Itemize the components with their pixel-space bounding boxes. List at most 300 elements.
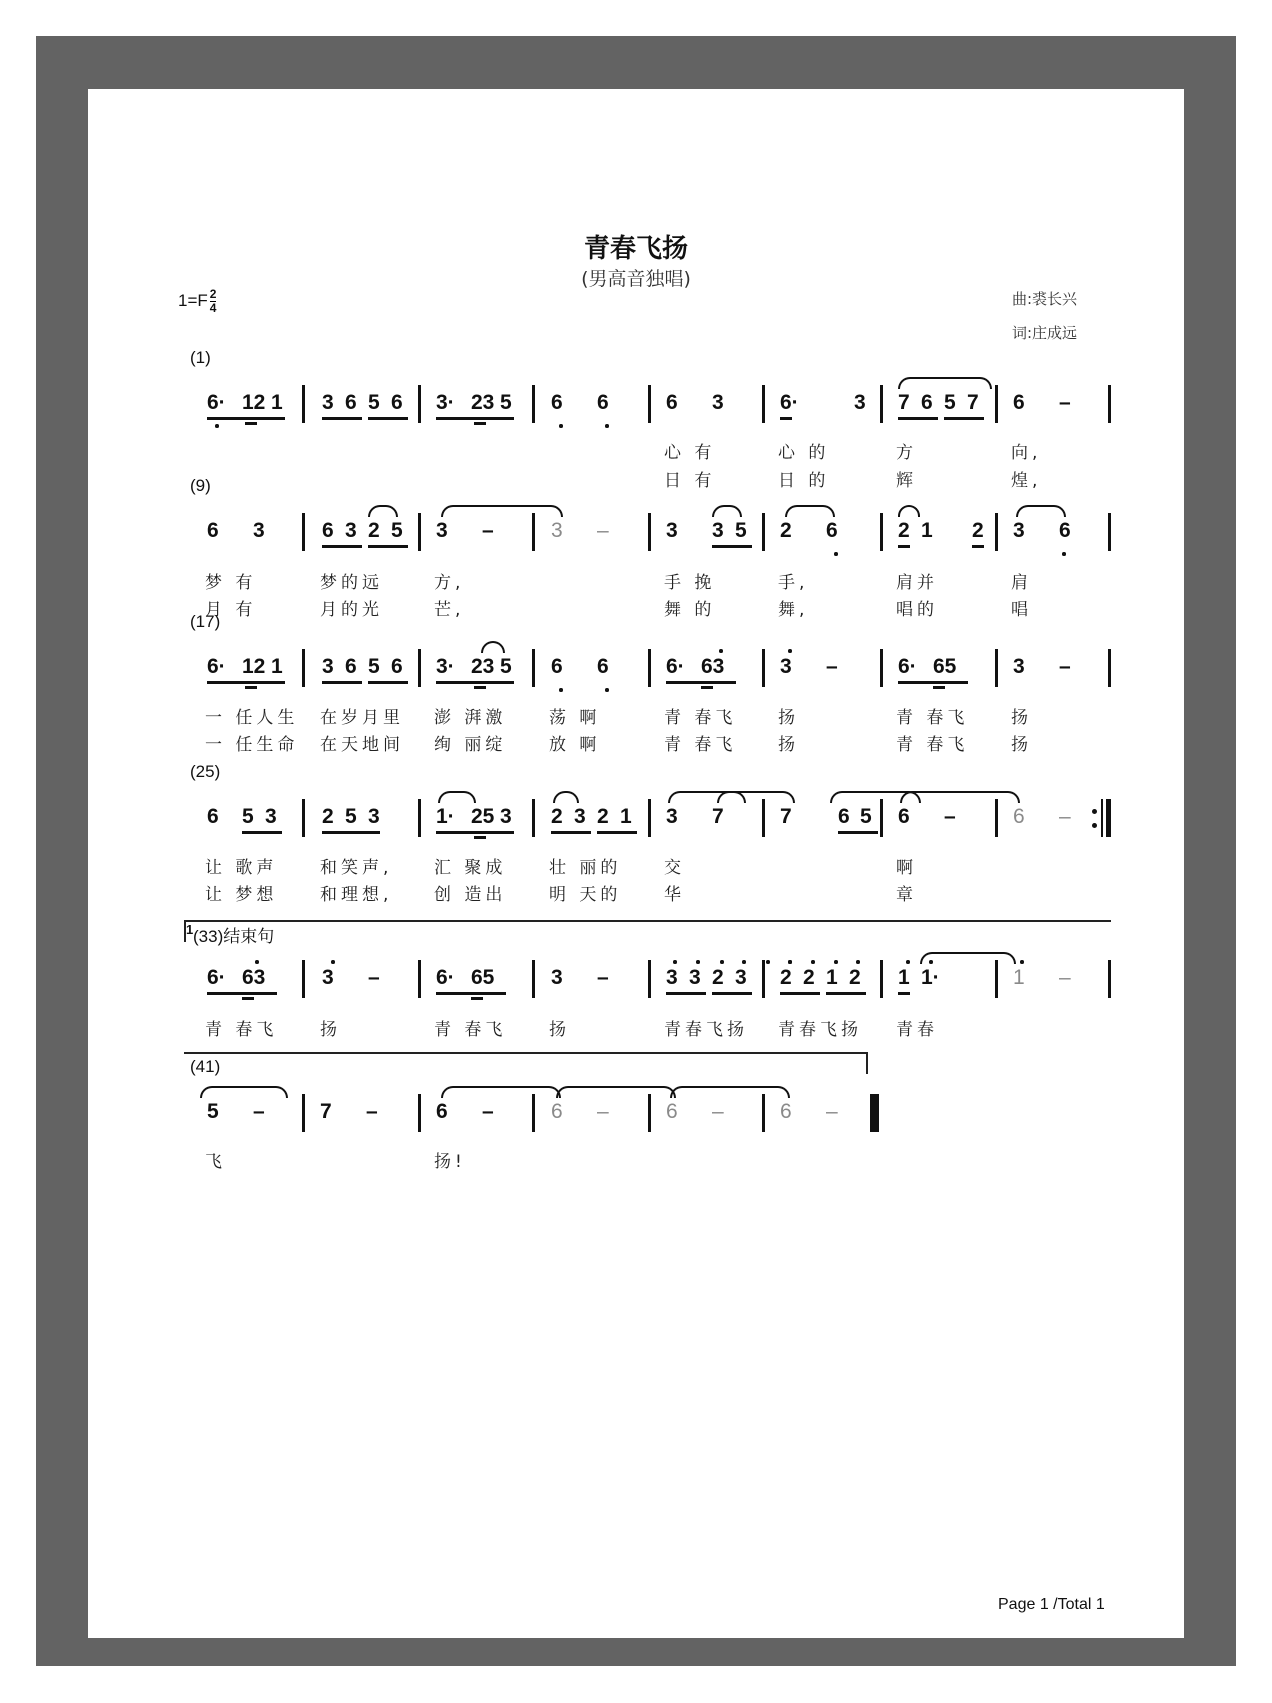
octave-dot-high [788, 960, 792, 964]
jianpu-note: 5 [944, 391, 956, 414]
jianpu-note: 63 [242, 966, 266, 989]
beam-underline [712, 992, 752, 995]
slur-tie [1016, 505, 1066, 517]
barline [995, 385, 998, 423]
jianpu-note: 1 [1013, 966, 1025, 989]
jianpu-note: 5 [735, 519, 747, 542]
lyric-verse-1: 让 歌声 [205, 858, 278, 878]
beam-underline [666, 681, 736, 684]
page-indicator: Page 1 /Total 1 [998, 1596, 1105, 1613]
lyric-verse-2: 辉 [896, 471, 917, 491]
jianpu-note: 3 [500, 805, 512, 828]
jianpu-note: – [712, 1100, 724, 1123]
beam-underline [436, 417, 514, 420]
octave-dot-high [766, 960, 770, 964]
jianpu-note: 6 [551, 1100, 563, 1123]
jianpu-note: 6 [207, 519, 219, 542]
composer-credit: 曲:裘长兴 [1012, 290, 1078, 308]
beam-underline [666, 992, 706, 995]
barline [648, 649, 651, 687]
slur-tie [785, 505, 835, 517]
beam-underline [207, 417, 285, 420]
octave-dot-high [856, 960, 860, 964]
beam-underline [368, 545, 408, 548]
barline [1108, 513, 1111, 551]
jianpu-note: 2 [898, 519, 910, 542]
jianpu-note: – [366, 1100, 378, 1123]
barline [762, 960, 765, 998]
slur-tie [441, 505, 563, 517]
jianpu-note: 3 [265, 805, 277, 828]
jianpu-note: 1 [271, 391, 283, 414]
lyric-verse-2: 创 造出 [434, 885, 507, 905]
section-label: (33)结束句 [193, 927, 275, 946]
barline [532, 385, 535, 423]
lyric-verse-2: 在天地间 [320, 735, 404, 755]
jianpu-note: 6 [1013, 391, 1025, 414]
jianpu-note: 6 [826, 519, 838, 542]
barline [648, 799, 651, 837]
beam-underline [322, 831, 380, 834]
jianpu-note: – [368, 966, 380, 989]
beam-underline [207, 681, 285, 684]
jianpu-note: 23 [471, 655, 495, 678]
slur-tie [920, 952, 1016, 964]
slur-tie [200, 1086, 288, 1098]
lyric-verse-1: 澎 湃激 [434, 708, 507, 728]
jianpu-note: 3 [666, 805, 678, 828]
lyric-verse-1: 和笑声, [320, 858, 393, 878]
jianpu-note: 5 [242, 805, 254, 828]
octave-dot-high [811, 960, 815, 964]
beam-underline [780, 992, 820, 995]
beam-underline [471, 997, 483, 1000]
beam-underline [436, 681, 514, 684]
beam-underline [474, 686, 486, 689]
jianpu-note: 5 [500, 655, 512, 678]
lyric-verse-2: 章 [896, 885, 917, 905]
jianpu-note: 5 [368, 391, 380, 414]
barline [648, 1094, 651, 1132]
section-label: (9) [190, 476, 211, 495]
jianpu-note: 1· [436, 805, 455, 828]
time-numerator: 2 [209, 287, 217, 301]
time-denominator: 4 [209, 301, 217, 315]
lyric-verse-2: 舞, [778, 600, 809, 620]
lyric-verse-1: 扬 [778, 708, 799, 728]
barline [532, 649, 535, 687]
jianpu-note: – [1059, 391, 1071, 414]
jianpu-note: 1 [271, 655, 283, 678]
jianpu-note: – [482, 1100, 494, 1123]
lyric-verse-1: 心 有 [664, 443, 716, 463]
lyric-verse-2: 日 的 [778, 471, 830, 491]
lyric-verse-1: 飞 [205, 1152, 226, 1172]
lyric-verse-1: 扬! [434, 1152, 466, 1172]
jianpu-note: 3· [436, 655, 455, 678]
jianpu-note: 2 [597, 805, 609, 828]
jianpu-note: 2 [780, 519, 792, 542]
jianpu-note: 6· [780, 391, 799, 414]
lyric-verse-1: 青 春飞 [205, 1020, 278, 1040]
jianpu-note: 3 [1013, 655, 1025, 678]
barline [648, 960, 651, 998]
lyric-verse-1: 肩并 [896, 573, 938, 593]
section-label: (41) [190, 1057, 221, 1076]
slur-tie [898, 377, 992, 389]
lyric-verse-1: 青 春飞 [896, 708, 969, 728]
octave-dot-low [1062, 552, 1066, 556]
jianpu-note: 6 [597, 655, 609, 678]
beam-underline [898, 681, 968, 684]
beam-underline [898, 992, 910, 995]
jianpu-note: 6 [322, 519, 334, 542]
slur-tie [441, 1086, 561, 1098]
jianpu-note: 3 [574, 805, 586, 828]
jianpu-note: 65 [471, 966, 495, 989]
jianpu-note: 5 [860, 805, 872, 828]
section-label: (25) [190, 762, 221, 781]
jianpu-note: – [253, 1100, 265, 1123]
jianpu-note: 3 [666, 966, 678, 989]
jianpu-note: – [1059, 966, 1071, 989]
octave-dot-high [255, 960, 259, 964]
jianpu-note: 6 [207, 805, 219, 828]
jianpu-note: 6 [666, 391, 678, 414]
barline [880, 513, 883, 551]
beam-underline [368, 417, 408, 420]
jianpu-note: 2 [368, 519, 380, 542]
jianpu-note: 12 [242, 391, 266, 414]
octave-dot-low [834, 552, 838, 556]
lyric-verse-1: 青春飞扬 [778, 1020, 862, 1040]
lyric-verse-2: 扬 [1011, 735, 1032, 755]
section-label: (17) [190, 612, 221, 631]
lyric-verse-2: 绚 丽绽 [434, 735, 507, 755]
lyric-verse-1: 向, [1011, 443, 1042, 463]
jianpu-note: 3 [780, 655, 792, 678]
repeat-end-sign [1092, 799, 1114, 839]
lyric-verse-2: 让 梦想 [205, 885, 278, 905]
barline [302, 385, 305, 423]
song-title: 青春飞扬 [583, 234, 688, 264]
barline [302, 799, 305, 837]
jianpu-note: 6 [551, 391, 563, 414]
barline [418, 513, 421, 551]
octave-dot-high [742, 960, 746, 964]
octave-dot-low [559, 688, 563, 692]
lyric-verse-1: 手, [778, 573, 809, 593]
jianpu-note: – [826, 1100, 838, 1123]
jianpu-note: 6 [1013, 805, 1025, 828]
barline [532, 799, 535, 837]
lyric-verse-1: 交 [664, 858, 685, 878]
jianpu-note: 6· [207, 655, 226, 678]
octave-dot-low [605, 688, 609, 692]
lyricist-credit: 词:庄成远 [1012, 324, 1078, 342]
jianpu-note: 6 [345, 655, 357, 678]
slur-tie [712, 505, 742, 517]
lyric-verse-2: 青 春飞 [896, 735, 969, 755]
beam-underline [712, 545, 752, 548]
beam-underline [701, 686, 713, 689]
barline [762, 649, 765, 687]
key-signature [178, 288, 216, 315]
octave-dot-high [696, 960, 700, 964]
jianpu-note: 3 [345, 519, 357, 542]
octave-dot-high [906, 960, 910, 964]
barline [1108, 385, 1111, 423]
final-barline [870, 1094, 882, 1134]
beam-underline [368, 681, 408, 684]
barline [302, 649, 305, 687]
beam-underline [436, 992, 506, 995]
volta-number: 1 [186, 922, 194, 937]
jianpu-note: 7 [898, 391, 910, 414]
jianpu-note: 3 [712, 519, 724, 542]
lyric-verse-1: 青 春飞 [664, 708, 737, 728]
barline [1108, 649, 1111, 687]
jianpu-note: 5 [391, 519, 403, 542]
barline [880, 960, 883, 998]
lyric-verse-2: 唱 [1011, 600, 1032, 620]
lyric-verse-1: 手 挽 [664, 573, 716, 593]
slur-tie [556, 1086, 676, 1098]
barline [648, 513, 651, 551]
jianpu-note: 3 [712, 391, 724, 414]
jianpu-note: 3 [1013, 519, 1025, 542]
beam-underline [242, 831, 282, 834]
octave-dot-low [605, 424, 609, 428]
jianpu-note: 25 [471, 805, 495, 828]
lyric-verse-2: 舞 的 [664, 600, 716, 620]
beam-underline [245, 686, 257, 689]
barline [995, 960, 998, 998]
jianpu-note: – [1059, 655, 1071, 678]
octave-dot-high [1020, 960, 1024, 964]
barline [762, 385, 765, 423]
jianpu-note: 3 [368, 805, 380, 828]
barline [532, 960, 535, 998]
lyric-verse-2: 一 任生命 [205, 735, 299, 755]
beam-underline [972, 545, 984, 548]
beam-underline [933, 686, 945, 689]
jianpu-note: – [944, 805, 956, 828]
octave-dot-high [719, 649, 723, 653]
slur-tie [717, 791, 795, 803]
jianpu-note: 6 [1059, 519, 1071, 542]
jianpu-note: 65 [933, 655, 957, 678]
jianpu-note: 3 [322, 966, 334, 989]
jianpu-note: 1 [826, 966, 838, 989]
jianpu-note: 3 [436, 519, 448, 542]
jianpu-note: 6· [207, 966, 226, 989]
barline [532, 1094, 535, 1132]
jianpu-note: 2 [712, 966, 724, 989]
jianpu-note: 6 [666, 1100, 678, 1123]
lyric-verse-1: 壮 丽的 [549, 858, 622, 878]
jianpu-note: 6 [391, 391, 403, 414]
jianpu-note: 3 [322, 655, 334, 678]
jianpu-note: 3 [322, 391, 334, 414]
jianpu-note: 1 [898, 966, 910, 989]
jianpu-note: – [597, 519, 609, 542]
jianpu-note: – [597, 966, 609, 989]
jianpu-note: 1· [921, 966, 940, 989]
lyric-verse-2: 华 [664, 885, 685, 905]
barline [995, 799, 998, 837]
barline [418, 960, 421, 998]
jianpu-note: 3 [854, 391, 866, 414]
lyric-verse-1: 荡 啊 [549, 708, 601, 728]
lyric-verse-1: 青 春飞 [434, 1020, 507, 1040]
lyric-verse-1: 肩 [1011, 573, 1032, 593]
octave-dot-high [834, 960, 838, 964]
jianpu-note: 2 [972, 519, 984, 542]
lyric-verse-1: 扬 [320, 1020, 341, 1040]
jianpu-note: 3 [253, 519, 265, 542]
jianpu-note: 6 [898, 805, 910, 828]
lyric-verse-2: 放 啊 [549, 735, 601, 755]
jianpu-note: 6 [436, 1100, 448, 1123]
lyric-verse-1: 扬 [549, 1020, 570, 1040]
lyric-verse-2: 煌, [1011, 471, 1042, 491]
jianpu-note: 3 [551, 966, 563, 989]
slur-tie [670, 1086, 790, 1098]
lyric-verse-2: 青 春飞 [664, 735, 737, 755]
barline [880, 799, 883, 837]
octave-dot-high [673, 960, 677, 964]
jianpu-note: 7 [967, 391, 979, 414]
barline [995, 649, 998, 687]
beam-underline [322, 681, 362, 684]
jianpu-note: 2 [322, 805, 334, 828]
lyric-verse-2: 扬 [778, 735, 799, 755]
beam-underline [597, 831, 637, 834]
jianpu-note: – [597, 1100, 609, 1123]
beam-underline [838, 831, 878, 834]
slur-tie [368, 505, 398, 517]
jianpu-note: 6 [780, 1100, 792, 1123]
barline [648, 385, 651, 423]
lyric-verse-1: 方, [434, 573, 465, 593]
time-signature [210, 288, 217, 315]
barline [302, 960, 305, 998]
ending-bracket-top [184, 1052, 867, 1054]
jianpu-note: 7 [780, 805, 792, 828]
jianpu-note: 7 [320, 1100, 332, 1123]
lyric-verse-1: 青春飞扬 [664, 1020, 748, 1040]
slur-tie [438, 791, 476, 803]
lyric-verse-2: 芒, [434, 600, 465, 620]
octave-dot-low [215, 424, 219, 428]
barline [762, 799, 765, 837]
barline [418, 799, 421, 837]
barline [302, 513, 305, 551]
jianpu-note: 2 [803, 966, 815, 989]
jianpu-note: 3 [551, 519, 563, 542]
jianpu-note: – [826, 655, 838, 678]
octave-dot-low [559, 424, 563, 428]
jianpu-note: 1 [620, 805, 632, 828]
beam-underline [322, 545, 362, 548]
lyric-verse-2: 唱的 [896, 600, 938, 620]
barline [418, 385, 421, 423]
octave-dot-high [720, 960, 724, 964]
barline [762, 513, 765, 551]
volta-bracket-top [184, 920, 1111, 922]
barline [418, 1094, 421, 1132]
slur-tie [900, 791, 1020, 803]
octave-dot-high [331, 960, 335, 964]
barline [995, 513, 998, 551]
jianpu-note: 2 [551, 805, 563, 828]
key-prefix: 1=F [178, 290, 208, 310]
beam-underline [436, 831, 514, 834]
beam-underline [780, 417, 792, 420]
jianpu-note: 5 [207, 1100, 219, 1123]
jianpu-note: 5 [500, 391, 512, 414]
ending-bracket-right [866, 1052, 868, 1074]
lyric-verse-1: 扬 [1011, 708, 1032, 728]
beam-underline [322, 417, 362, 420]
jianpu-note: 6· [666, 655, 685, 678]
jianpu-note: 6· [898, 655, 917, 678]
lyric-verse-2: 月的光 [320, 600, 383, 620]
jianpu-note: 6 [597, 391, 609, 414]
jianpu-note: 5 [368, 655, 380, 678]
beam-underline [474, 422, 486, 425]
jianpu-note: 6· [436, 966, 455, 989]
jianpu-note: 3 [666, 519, 678, 542]
beam-underline [898, 417, 938, 420]
lyric-verse-1: 汇 聚成 [434, 858, 507, 878]
jianpu-note: 6· [207, 391, 226, 414]
jianpu-note: 1 [921, 519, 933, 542]
jianpu-note: 3 [735, 966, 747, 989]
barline [532, 513, 535, 551]
beam-underline [944, 417, 984, 420]
jianpu-note: 6 [838, 805, 850, 828]
jianpu-note: 3· [436, 391, 455, 414]
jianpu-note: 63 [701, 655, 725, 678]
beam-underline [898, 545, 910, 548]
jianpu-note: 6 [391, 655, 403, 678]
song-subtitle: (男高音独唱) [581, 268, 691, 290]
lyric-verse-2: 和理想, [320, 885, 393, 905]
barline [302, 1094, 305, 1132]
barline [880, 385, 883, 423]
lyric-verse-1: 梦 有 [205, 573, 257, 593]
barline [418, 649, 421, 687]
jianpu-note: 6 [551, 655, 563, 678]
beam-underline [207, 992, 277, 995]
lyric-verse-1: 啊 [896, 858, 917, 878]
jianpu-note: – [482, 519, 494, 542]
section-label: (1) [190, 348, 211, 367]
jianpu-note: 7 [712, 805, 724, 828]
lyric-verse-2: 日 有 [664, 471, 716, 491]
jianpu-note: – [1059, 805, 1071, 828]
lyric-verse-1: 在岁月里 [320, 708, 404, 728]
jianpu-note: 6 [345, 391, 357, 414]
beam-underline [242, 997, 254, 1000]
beam-underline [826, 992, 866, 995]
barline [762, 1094, 765, 1132]
beam-underline [245, 422, 257, 425]
jianpu-note: 12 [242, 655, 266, 678]
jianpu-note: 23 [471, 391, 495, 414]
